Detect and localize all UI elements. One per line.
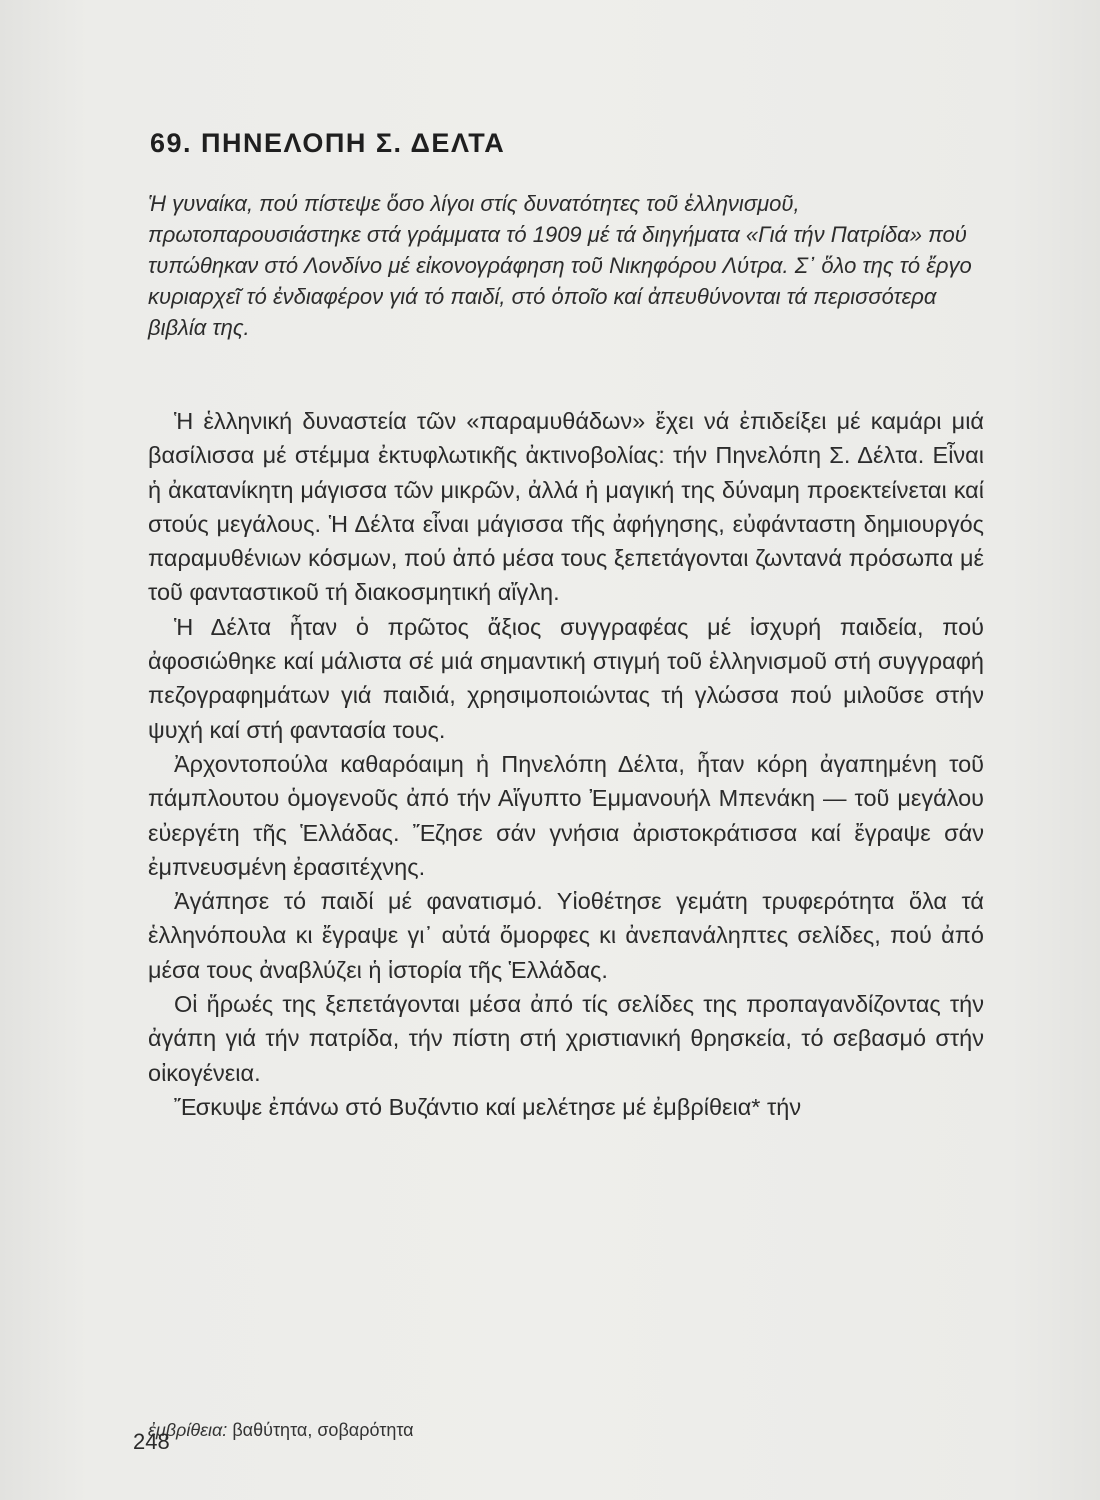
body-text [148, 404, 984, 1124]
body-paragraph: Ἡ Δέλτα ἦταν ὁ πρῶτος ἄξιος συγγραφέας μέ ἰσχυρή παιδεία, πού ἀφοσιώθηκε καί μάλιστα σέ μιά σημαντική στιγμή τοῦ ἑλληνισμοῦ στή συγγραφή πεζογραφημάτων γιά παιδιά, χρησιμοποιώντας τή γλώσσα πού μιλοῦσε στήν ψυχή καί στή φαντασία τους. [148, 613, 984, 743]
footnote-term: ἐμβρίθεια: [148, 1420, 228, 1440]
body-paragraph: Ἡ ἑλληνική δυναστεία τῶν «παραμυθάδων» ἔχει νά ἐπιδείξει μέ καμάρι μιά βασίλισσα μέ στέμμα ἐκτυφλωτικῆς ἀκτινοβολίας: τήν Πηνελόπη Σ. Δέλτα. Εἶναι ἡ ἀκατανίκητη μάγισσα τῶν μικρῶν, ἀλλά ἡ μαγική της δύναμη προεκτείνεται καί στούς μεγάλους. Ἡ Δέλτα εἶναι μάγισσα τῆς ἀφήγησης, εὐφάνταστη δημιουργός παραμυθένιων κόσμων, πού ἀπό μέσα τους ξεπετάγονται ζωντανά πρόσωπα μέ τοῦ φανταστικοῦ τή διακοσμητική αἴγλη. [148, 408, 984, 606]
footnote [148, 1420, 414, 1441]
intro-paragraph: Ἡ γυναίκα, πού πίστεψε ὅσο λίγοι στίς δυνατότητες τοῦ ἑλληνισμοῦ, πρωτοπαρουσιάστηκε στά γράμματα τό 1909 μέ τά διηγήματα «Γιά τήν Πατρίδα» πού τυπώθηκαν στό Λονδίνο μέ εἰκονογράφηση τοῦ Νικηφόρου Λύτρα. Σ᾽ ὅλο της τό ἔργο κυριαρχεῖ τό ἐνδιαφέρον γιά τό παιδί, στό ὁποῖο καί ἀπευθύνονται τά περισσότερα βιβλία της. [148, 191, 972, 340]
body-paragraph: Οἱ ἥρωές της ξεπετάγονται μέσα ἀπό τίς σελίδες της προπαγανδίζοντας τήν ἀγάπη γιά τήν πατρίδα, τήν πίστη στή χριστιανική θρησκεία, τό σεβασμό στήν οἰκογένεια. [148, 991, 984, 1086]
footnote-definition: βαθύτητα, σοβαρότητα [232, 1420, 414, 1440]
body-paragraph: Ἔσκυψε ἐπάνω στό Βυζάντιο καί μελέτησε μέ ἐμβρίθεια* τήν [174, 1093, 802, 1120]
body-paragraph: Ἀρχοντοπούλα καθαρόαιμη ἡ Πηνελόπη Δέλτα, ἦταν κόρη ἀγαπημένη τοῦ πάμπλουτου ὁμογενοῦς ἀπό τήν Αἴγυπτο Ἐμμανουήλ Μπενάκη — τοῦ μεγάλου εὐεργέτη τῆς Ἑλλάδας. Ἔζησε σάν γνήσια ἀριστοκράτισσα καί ἔγραψε σάν ἐμπνευσμένη ἐρασιτέχνης. [148, 750, 984, 880]
chapter-title: 69. ΠΗΝΕΛΟΠΗ Σ. ΔΕΛΤΑ [150, 128, 506, 158]
body-paragraph: Ἀγάπησε τό παιδί μέ φανατισμό. Υἱοθέτησε γεμάτη τρυφερότητα ὅλα τά ἑλληνόπουλα κι ἔγραψε γι᾽ αὐτά ὄμορφες κι ἀνεπανάληπτες σελίδες, πού ἀπό μέσα τους ἀναβλύζει ἡ ἱστορία τῆς Ἑλλάδας. [148, 888, 984, 983]
page-number: 248 [133, 1429, 170, 1454]
